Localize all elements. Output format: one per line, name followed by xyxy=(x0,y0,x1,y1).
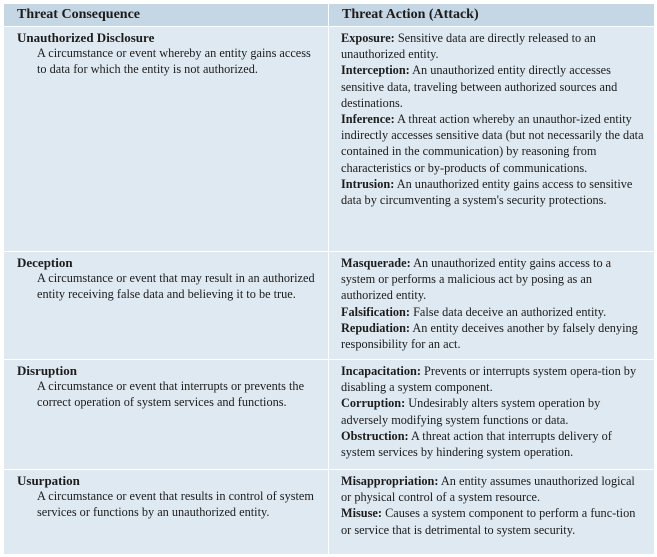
action-text: An unauthorized entity gains access to sensitive data by circumventing a system's security protections. xyxy=(341,176,633,208)
action-text: Causes a system component to perform a func-tion or service that is detrimental to system security. xyxy=(341,506,636,537)
threat-table xyxy=(3,3,655,555)
action-text: An entity assumes unauthorized logical or physical control of a system resource. xyxy=(341,474,635,505)
threat-action xyxy=(341,320,646,352)
action-text: An entity deceives another by falsely denying responsibility for an act. xyxy=(341,320,638,352)
consequence-cell xyxy=(4,252,329,360)
action-cell xyxy=(329,27,655,252)
consequence-description: A circumstance or event that may result in an authorized entity receiving false data and believing it to be true. xyxy=(37,271,315,301)
threat-action xyxy=(341,428,646,460)
action-text: Undesirably alters system operation by adversely modifying system functions or data. xyxy=(341,396,601,427)
action-name: Corruption: xyxy=(341,396,406,411)
threat-action xyxy=(341,363,646,395)
header-consequence: Threat Consequence xyxy=(4,4,329,27)
action-name: Misuse: xyxy=(341,506,382,521)
action-text: A threat action that interrupts delivery of system services by hindering system operation. xyxy=(341,428,612,460)
consequence-cell xyxy=(4,27,329,252)
table-row xyxy=(4,470,655,555)
action-name: Inference: xyxy=(341,112,395,127)
threat-action xyxy=(341,304,646,320)
consequence-description: A circumstance or event that interrupts or prevents the correct operation of system services and functions. xyxy=(37,379,305,409)
action-name: Interception: xyxy=(341,63,410,78)
table-row xyxy=(4,27,655,252)
action-cell xyxy=(329,360,655,470)
table-row xyxy=(4,360,655,470)
header-row xyxy=(4,4,655,27)
action-name: Exposure: xyxy=(341,31,395,45)
threat-action xyxy=(341,30,646,62)
threat-action xyxy=(341,255,646,304)
consequence-cell xyxy=(4,470,329,555)
threat-action xyxy=(341,473,646,505)
action-name: Repudiation: xyxy=(341,320,411,335)
consequence-name: Unauthorized Disclosure xyxy=(17,30,155,45)
action-name: Masquerade: xyxy=(341,256,411,270)
action-text: An unauthorized entity gains access to a system or performs a malicious act by posing as an authorized entity. xyxy=(341,256,612,303)
action-cell xyxy=(329,252,655,360)
consequence-name: Usurpation xyxy=(17,473,80,488)
action-name: Obstruction: xyxy=(341,428,409,443)
action-text: Sensitive data are directly released to an unauthorized entity. xyxy=(341,31,596,62)
consequence-cell xyxy=(4,360,329,470)
action-name: Falsification: xyxy=(341,304,410,319)
consequence-description: A circumstance or event whereby an entity gains access to data for which the entity is not authorized. xyxy=(37,46,311,76)
consequence-description: A circumstance or event that results in control of system services or functions by an unauthorized entity. xyxy=(37,489,314,519)
action-name: Misappropriation: xyxy=(341,474,439,488)
action-cell xyxy=(329,470,655,555)
action-name: Intrusion: xyxy=(341,176,395,191)
action-text: An unauthorized entity directly accesses sensitive data, traveling between authorized sources and destinations. xyxy=(341,63,618,110)
action-text: A threat action whereby an unauthor-ized entity indirectly accesses sensitive data (but not necessarily the data contained in the communication) by reasoning from characteristics or by-products of communications. xyxy=(341,112,644,175)
action-text: False data deceive an authorized entity. xyxy=(410,304,607,319)
action-text: Prevents or interrupts system opera-tion by disabling a system component. xyxy=(341,364,637,395)
threat-action xyxy=(341,176,646,208)
consequence-name: Deception xyxy=(17,255,73,270)
threat-action xyxy=(341,505,646,537)
table-row xyxy=(4,252,655,360)
header-action: Threat Action (Attack) xyxy=(329,4,655,27)
threat-action xyxy=(341,395,646,427)
threat-action xyxy=(341,62,646,111)
action-name: Incapacitation: xyxy=(341,364,421,378)
threat-action xyxy=(341,111,646,176)
consequence-name: Disruption xyxy=(17,363,77,378)
